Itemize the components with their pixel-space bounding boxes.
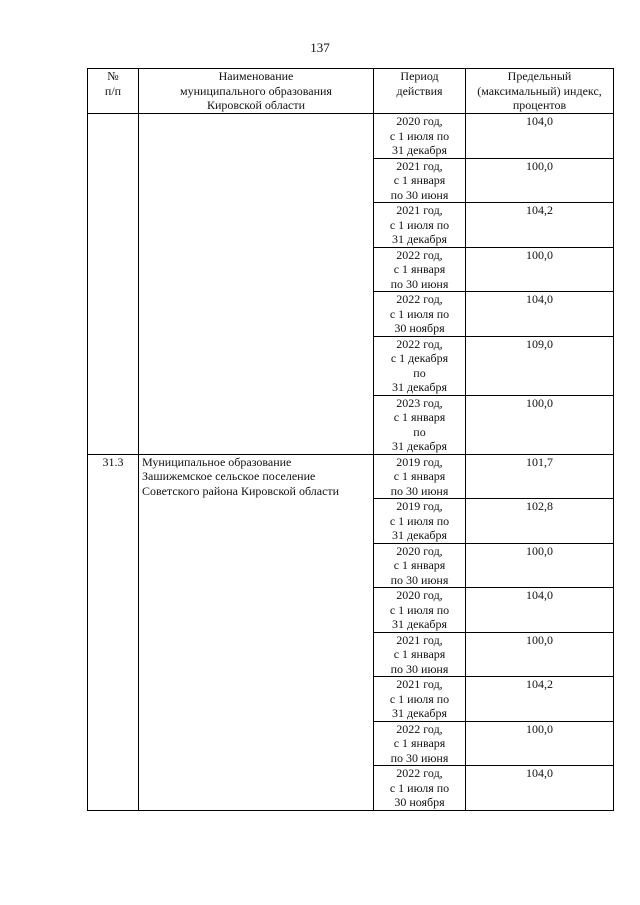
table-body (88, 114, 614, 811)
table-row (88, 454, 614, 499)
period-line: 31 декабря (391, 439, 448, 453)
period-line: с 1 января (393, 469, 446, 483)
header-name-line: муниципального образования (180, 83, 332, 98)
index-cell: 109,0 (466, 336, 614, 395)
period-line: с 1 января (393, 736, 446, 750)
municipality-name (139, 114, 374, 455)
index-cell: 104,0 (466, 588, 614, 633)
period-cell (374, 454, 466, 499)
period-cell (374, 336, 466, 395)
header-num-line: п/п (104, 83, 122, 98)
header-num-line: № (107, 69, 119, 83)
header-index-line: процентов (512, 98, 567, 112)
period-line: по 30 июня (390, 187, 449, 202)
period-cell (374, 499, 466, 544)
period-cell (374, 292, 466, 337)
index-cell: 104,0 (466, 292, 614, 337)
period-line: 31 декабря (391, 528, 448, 542)
period-line: 2021 год, (396, 632, 443, 647)
index-cell: 104,2 (466, 203, 614, 248)
period-line: с 1 июля по (389, 306, 450, 321)
period-line: 30 ноября (394, 795, 445, 809)
index-cell: 104,2 (466, 677, 614, 722)
period-line: по 30 июня (390, 483, 449, 498)
period-line: 31 декабря (391, 617, 448, 631)
period-line: с 1 июля по (389, 128, 450, 143)
header-index (466, 69, 614, 114)
period-line: 2019 год, (396, 499, 443, 513)
period-line: с 1 июля по (389, 780, 450, 795)
header-num (88, 69, 139, 114)
header-period-line: Период (400, 69, 439, 83)
period-line: с 1 декабря (390, 351, 449, 365)
index-cell: 100,0 (466, 543, 614, 588)
header-index-line: Предельный (507, 69, 572, 83)
period-cell (374, 203, 466, 248)
period-line: 2021 год, (396, 158, 443, 173)
index-cell: 100,0 (466, 632, 614, 677)
period-line: с 1 января (393, 173, 446, 187)
period-line: с 1 июля по (389, 602, 450, 617)
municipality-name-line: Зашижемское сельское поселение (142, 469, 316, 483)
period-line: 2022 год, (396, 247, 443, 262)
period-line: 2023 год, (396, 395, 443, 410)
period-line: 2021 год, (396, 677, 443, 691)
header-period (374, 69, 466, 114)
period-line: 2020 год, (396, 114, 443, 128)
period-line: с 1 января (393, 647, 446, 661)
municipality-name-line: Муниципальное образование (142, 454, 292, 469)
period-cell (374, 395, 466, 454)
period-line: 2022 год, (396, 292, 443, 306)
period-cell (374, 677, 466, 722)
period-line: с 1 июля по (389, 513, 450, 528)
period-cell (374, 632, 466, 677)
index-cell: 104,0 (466, 766, 614, 811)
period-line: 2019 год, (396, 454, 443, 469)
header-row (88, 69, 614, 114)
header-name (139, 69, 374, 114)
period-cell (374, 721, 466, 766)
index-cell: 104,0 (466, 114, 614, 159)
row-number: 31.3 (88, 454, 139, 810)
header-name-line: Кировской области (206, 98, 306, 112)
period-line: 31 декабря (391, 380, 448, 394)
header-index-line: (максимальный) индекс, (477, 83, 602, 98)
page-number: 137 (310, 40, 330, 55)
period-line: с 1 января (393, 410, 446, 424)
period-line: по 30 июня (390, 572, 449, 587)
period-line: 31 декабря (391, 232, 448, 246)
period-line: по 30 июня (390, 661, 449, 676)
period-line: 2022 год, (396, 721, 443, 736)
period-cell (374, 766, 466, 811)
table-header (88, 69, 614, 114)
period-line: 2020 год, (396, 543, 443, 558)
period-line: с 1 января (393, 558, 446, 572)
period-line: 31 декабря (391, 706, 448, 720)
period-line: по 30 июня (390, 276, 449, 291)
period-cell (374, 588, 466, 633)
period-line: 2021 год, (396, 203, 443, 217)
municipality-name (139, 454, 374, 810)
municipality-name-line: Советского района Кировской области (142, 483, 340, 498)
period-line: 2022 год, (396, 766, 443, 780)
period-line: по (413, 365, 426, 380)
period-line: с 1 января (393, 262, 446, 276)
period-line: 30 ноября (394, 321, 445, 335)
header-period-line: действия (396, 83, 443, 98)
period-cell (374, 158, 466, 203)
period-cell (374, 114, 466, 159)
table-row (88, 114, 614, 159)
period-line: по (413, 424, 426, 439)
index-cell: 100,0 (466, 158, 614, 203)
index-cell: 100,0 (466, 721, 614, 766)
period-line: по 30 июня (390, 750, 449, 765)
row-number (88, 114, 139, 455)
index-cell: 102,8 (466, 499, 614, 544)
tariff-index-table (87, 68, 614, 811)
period-cell (374, 247, 466, 292)
header-name-line: Наименование (218, 69, 294, 83)
period-line: с 1 июля по (389, 691, 450, 706)
index-cell: 100,0 (466, 247, 614, 292)
period-line: 2020 год, (396, 588, 443, 602)
index-cell: 100,0 (466, 395, 614, 454)
period-cell (374, 543, 466, 588)
period-line: с 1 июля по (389, 217, 450, 232)
period-line: 2022 год, (396, 336, 443, 351)
index-cell: 101,7 (466, 454, 614, 499)
period-line: 31 декабря (391, 143, 448, 157)
